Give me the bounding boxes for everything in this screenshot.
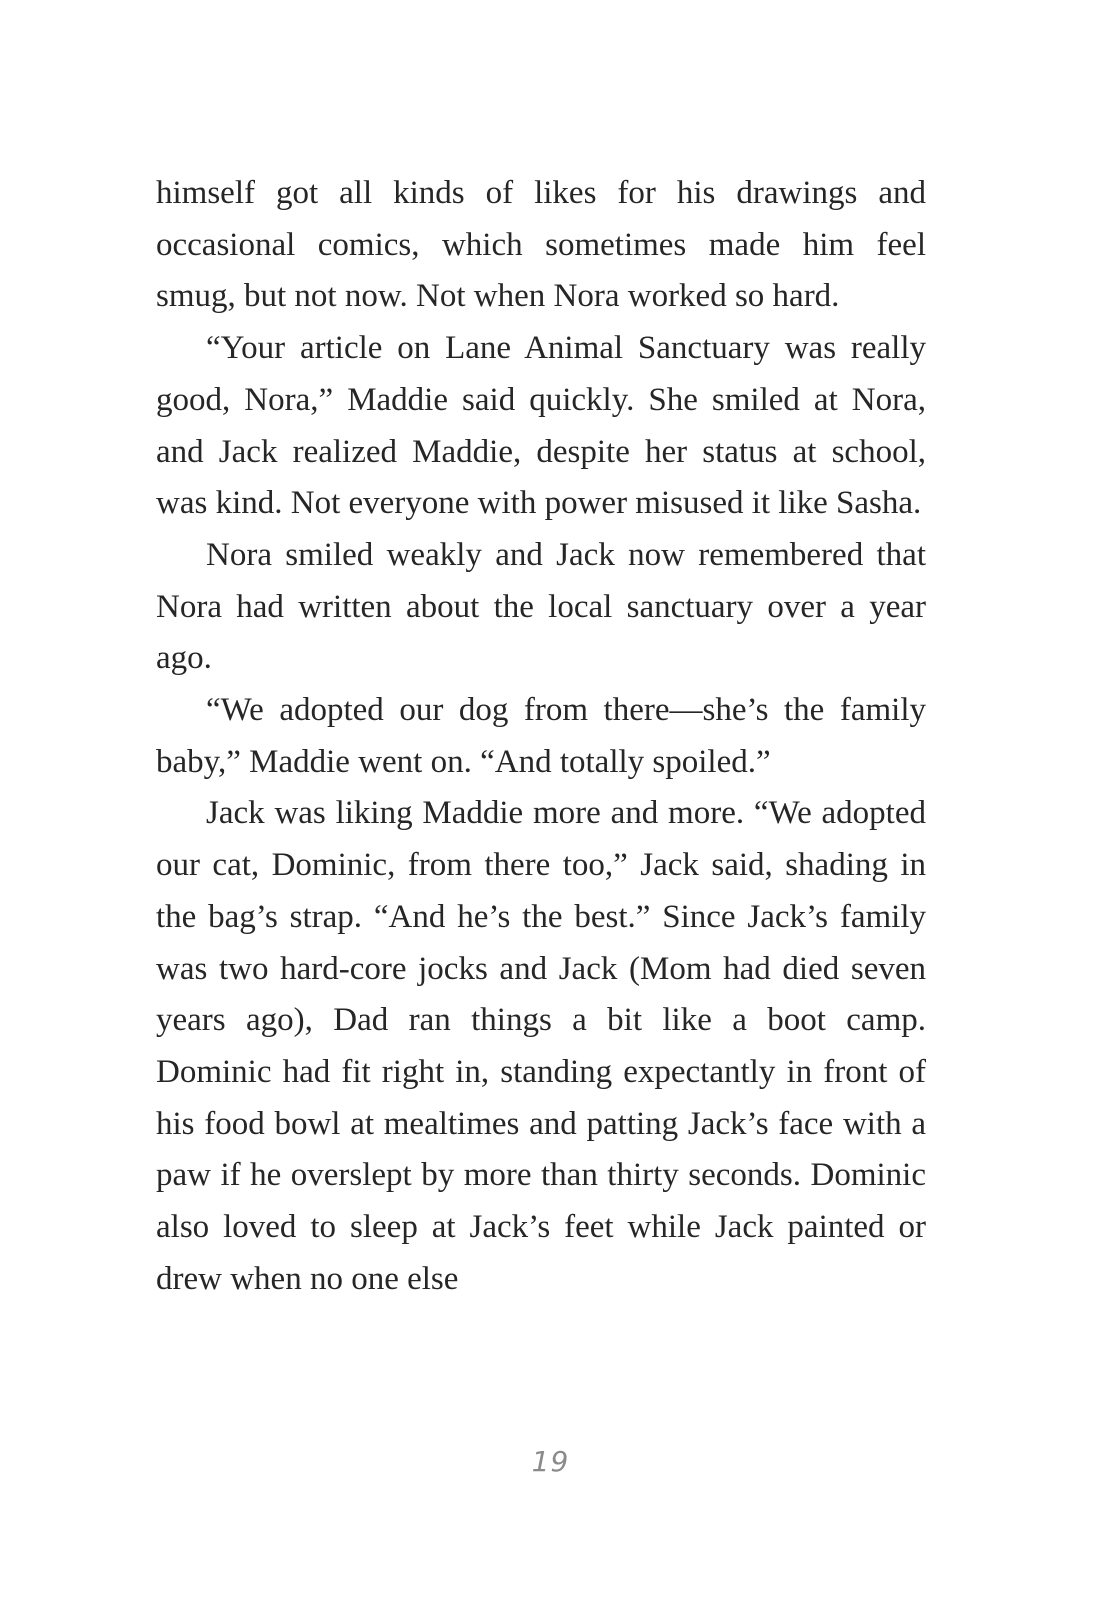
page-number: 19 — [531, 1445, 570, 1478]
paragraph: Nora smiled weakly and Jack now remembered that Nora had written about the local sanctuary over a year ago. — [156, 536, 926, 677]
paragraph: Jack was liking Maddie more and more. “We adopted our cat, Dominic, from there too,” Jack said, shading in the bag’s strap. “And he’s the best.” Since Jack’s family was two hard-core jocks and Jack (Mom had died seven years ago), Dad ran things a bit like a boot camp. Dominic had fit right in, standing expectantly in front of his food bowl at mealtimes and patting Jack’s face with a paw if he overslept by more than thirty seconds. Dominic also loved to sleep at Jack’s feet while Jack painted or drew when no one else — [156, 795, 926, 1297]
paragraph: “We adopted our dog from there—she’s the family baby,” Maddie went on. “And totally spoiled.” — [156, 692, 926, 780]
paragraph: “Your article on Lane Animal Sanctuary was really good, Nora,” Maddie said quickly. She smiled at Nora, and Jack realized Maddie, despite her status at school, was kind. Not everyone with power misused it like Sasha. — [156, 330, 926, 522]
body-text — [156, 168, 926, 1305]
paragraph-continuation: himself got all kinds of likes for his drawings and occasional comics, which sometimes made him feel smug, but not now. Not when Nora worked so hard. — [156, 175, 926, 315]
